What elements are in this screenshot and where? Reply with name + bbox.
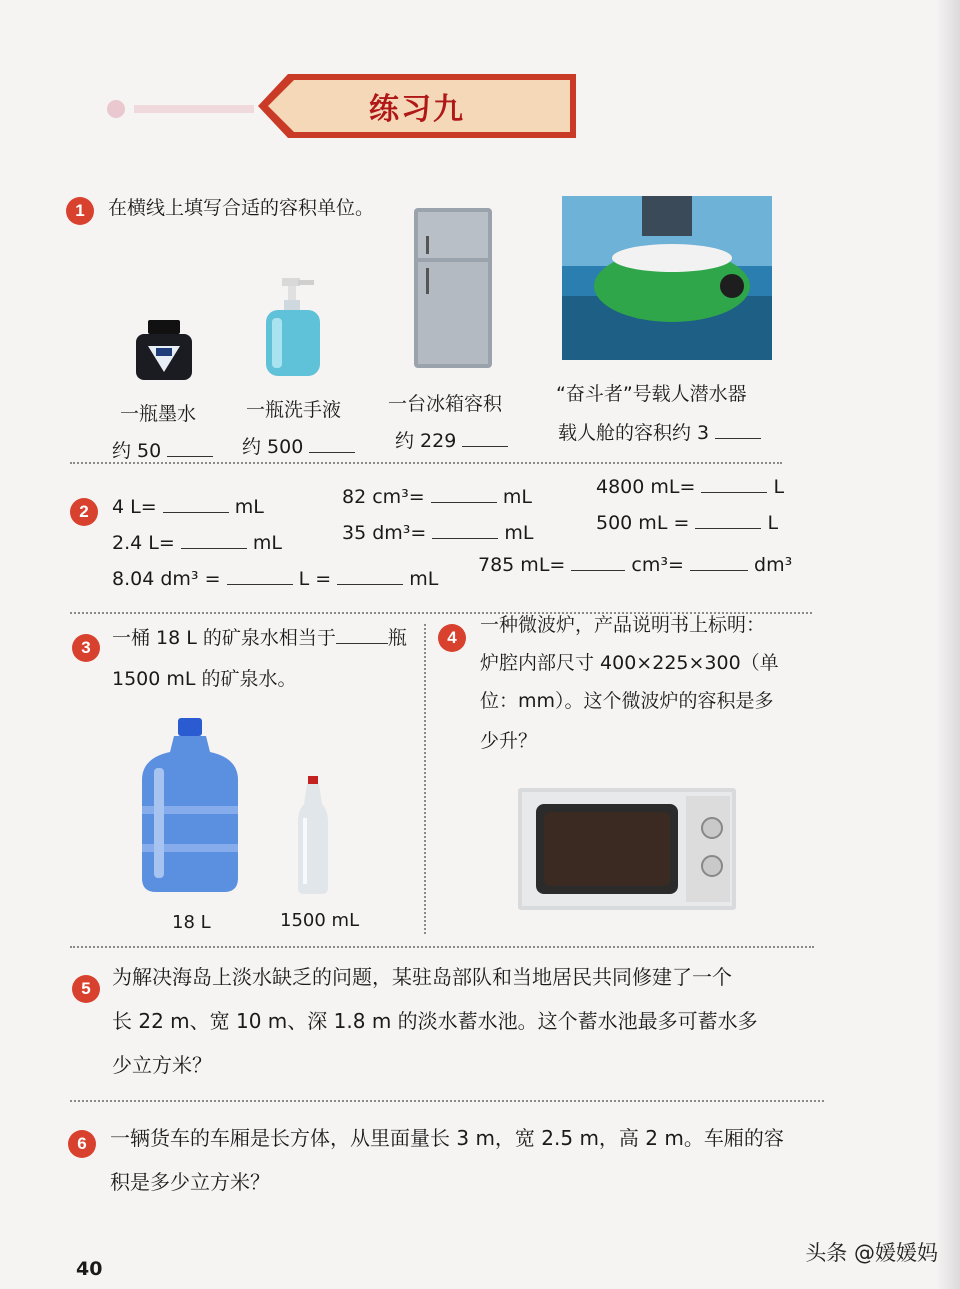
water-jug-label: 18 L bbox=[172, 912, 211, 933]
divider-4 bbox=[70, 1100, 824, 1102]
question-3-number: 3 bbox=[72, 634, 100, 662]
question-1-prompt: 在横线上填写合适的容积单位。 bbox=[108, 197, 375, 219]
q2-row1-item3: 4800 mL= L bbox=[596, 476, 785, 498]
ink-bottle-answer-line: 约 50 bbox=[112, 436, 213, 463]
water-bottle-label: 1500 mL bbox=[280, 910, 360, 931]
q2-blank[interactable] bbox=[701, 491, 767, 493]
hand-soap-blank[interactable] bbox=[309, 451, 355, 453]
q2-blank[interactable] bbox=[163, 511, 229, 513]
q2-blank[interactable] bbox=[690, 569, 748, 571]
q6-line-2: 积是多少立方米？ bbox=[110, 1170, 270, 1194]
q2-row1-item1: 4 L= mL bbox=[112, 496, 264, 518]
q2-blank[interactable] bbox=[695, 527, 761, 529]
page-edge-shadow bbox=[938, 0, 960, 1289]
water-jug-icon bbox=[140, 718, 240, 894]
q2-row2-item3: 500 mL = L bbox=[596, 512, 779, 534]
q2-blank[interactable] bbox=[432, 537, 498, 539]
question-6-number: 6 bbox=[68, 1130, 96, 1158]
q2-blank[interactable] bbox=[431, 501, 497, 503]
q6-line-1: 一辆货车的车厢是长方体，从里面量长 3 m，宽 2.5 m，高 2 m。车厢的容 bbox=[110, 1126, 784, 1150]
refrigerator-icon bbox=[412, 206, 494, 370]
hand-soap-bottle-icon bbox=[262, 278, 324, 378]
page-number: 40 bbox=[76, 1258, 103, 1280]
q2-row2-item2: 35 dm³= mL bbox=[342, 522, 534, 544]
q4-line-3: 位：mm）。这个微波炉的容积是多 bbox=[480, 690, 774, 712]
q2-blank[interactable] bbox=[227, 583, 293, 585]
q5-line-3: 少立方米？ bbox=[112, 1053, 212, 1077]
question-4-number: 4 bbox=[438, 624, 466, 652]
q2-row1-item2: 82 cm³= mL bbox=[342, 486, 532, 508]
q3-line-1: 一桶 18 L 的矿泉水相当于 瓶 bbox=[112, 627, 407, 649]
submersible-photo-icon bbox=[562, 196, 772, 360]
water-bottle-icon bbox=[296, 776, 330, 894]
exercise-title: 练习九 bbox=[369, 92, 465, 127]
question-1-number: 1 bbox=[66, 197, 94, 225]
refrigerator-label: 一台冰箱容积 bbox=[388, 393, 503, 415]
faint-banner-decoration bbox=[100, 100, 260, 118]
q5-line-1: 为解决海岛上淡水缺乏的问题，某驻岛部队和当地居民共同修建了一个 bbox=[112, 965, 732, 989]
submersible-answer-line: 载人舱的容积约 3 bbox=[558, 418, 761, 445]
ink-bottle-icon bbox=[134, 320, 194, 382]
exercise-title-banner bbox=[258, 74, 576, 138]
question-5-number: 5 bbox=[72, 975, 100, 1003]
q3-blank[interactable] bbox=[336, 642, 388, 644]
watermark: 头条 @媛媛妈 bbox=[805, 1241, 938, 1265]
q2-row2-item1: 2.4 L= mL bbox=[112, 532, 282, 554]
submersible-label: “奋斗者”号载人潜水器 bbox=[556, 383, 747, 405]
q5-line-2: 长 22 m、宽 10 m、深 1.8 m 的淡水蓄水池。这个蓄水池最多可蓄水多 bbox=[112, 1009, 758, 1033]
microwave-icon bbox=[518, 788, 736, 910]
ink-bottle-blank[interactable] bbox=[167, 455, 213, 457]
q4-line-4: 少升？ bbox=[480, 730, 538, 752]
q2-blank[interactable] bbox=[181, 547, 247, 549]
q2-row3-item1: 8.04 dm³ = L = mL bbox=[112, 568, 439, 590]
q4-line-2: 炉腔内部尺寸 400×225×300（单 bbox=[480, 652, 779, 674]
hand-soap-answer-line: 约 500 bbox=[242, 432, 355, 459]
submersible-blank[interactable] bbox=[715, 437, 761, 439]
q2-blank[interactable] bbox=[571, 569, 625, 571]
q2-row3-item2: 785 mL= cm³= dm³ bbox=[478, 554, 793, 576]
q2-blank[interactable] bbox=[337, 583, 403, 585]
question-2-number: 2 bbox=[70, 498, 98, 526]
ink-bottle-label: 一瓶墨水 bbox=[120, 403, 197, 425]
refrigerator-answer-line: 约 229 bbox=[395, 426, 508, 453]
divider-3 bbox=[70, 946, 814, 948]
hand-soap-label: 一瓶洗手液 bbox=[246, 399, 342, 421]
vertical-divider bbox=[424, 624, 426, 934]
q3-line-2: 1500 mL 的矿泉水。 bbox=[112, 668, 297, 690]
refrigerator-blank[interactable] bbox=[462, 445, 508, 447]
divider-1 bbox=[70, 462, 782, 464]
q4-line-1: 一种微波炉，产品说明书上标明： bbox=[480, 614, 766, 636]
